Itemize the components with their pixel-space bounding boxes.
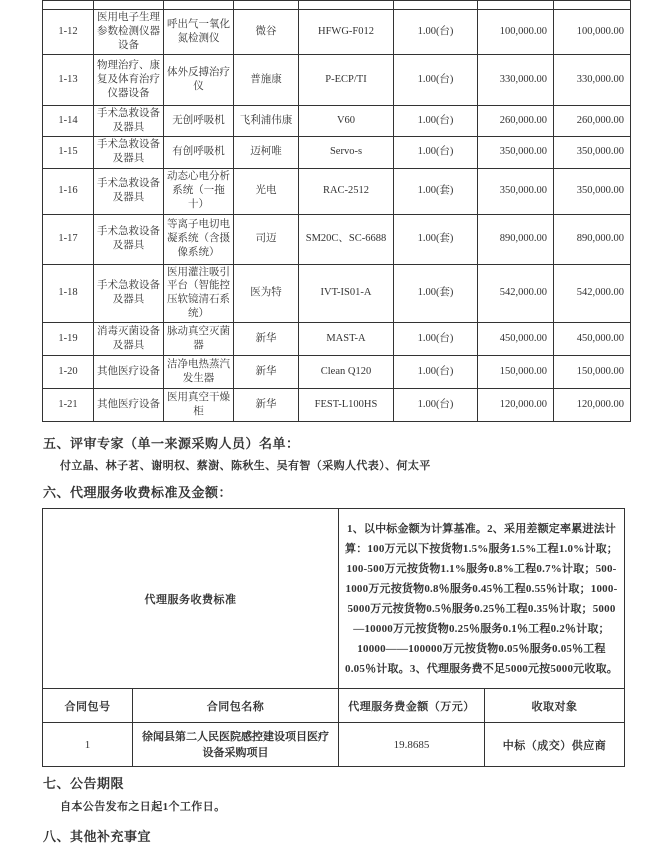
fee-standard-row: [43, 509, 625, 689]
header-charge-target: 收取对象: [485, 689, 625, 723]
item-qty: 1.00(台): [394, 136, 478, 168]
item-brand: 光电: [234, 168, 299, 214]
item-category: 手术急救设备及器具: [94, 105, 164, 136]
partial-row: [43, 1, 631, 10]
item-name: 体外反搏治疗仪: [164, 54, 234, 105]
empty-cell: [394, 1, 478, 10]
agency-fee-table: [42, 508, 625, 767]
item-total-price: 890,000.00: [554, 214, 631, 264]
contract-package-no: 1: [43, 723, 133, 767]
item-unit-price: 150,000.00: [478, 356, 554, 389]
table-row: [43, 214, 631, 264]
item-category: 医用电子生理参数检测仪器设备: [94, 10, 164, 55]
item-model: HFWG-F012: [299, 10, 394, 55]
item-no: 1-15: [43, 136, 94, 168]
item-brand: 新华: [234, 389, 299, 422]
item-unit-price: 350,000.00: [478, 168, 554, 214]
header-fee-amount: 代理服务费金额（万元）: [339, 689, 485, 723]
item-unit-price: 350,000.00: [478, 136, 554, 168]
item-qty: 1.00(台): [394, 105, 478, 136]
item-no: 1-14: [43, 105, 94, 136]
item-total-price: 260,000.00: [554, 105, 631, 136]
item-no: 1-21: [43, 389, 94, 422]
item-no: 1-18: [43, 264, 94, 322]
empty-cell: [299, 1, 394, 10]
header-package-name: 合同包名称: [133, 689, 339, 723]
item-category: 其他医疗设备: [94, 356, 164, 389]
item-name: 呼出气一氧化氮检测仪: [164, 10, 234, 55]
table-row: [43, 356, 631, 389]
table-row: [43, 323, 631, 356]
item-name: 洁净电热蒸汽发生器: [164, 356, 234, 389]
item-category: 手术急救设备及器具: [94, 136, 164, 168]
item-qty: 1.00(套): [394, 214, 478, 264]
item-qty: 1.00(台): [394, 10, 478, 55]
item-total-price: 150,000.00: [554, 356, 631, 389]
item-model: Clean Q120: [299, 356, 394, 389]
section-heading-agency-fee: 六、代理服务收费标准及金额：: [43, 485, 233, 501]
item-name: 脉动真空灭菌器: [164, 323, 234, 356]
item-model: Servo-s: [299, 136, 394, 168]
item-brand: 新华: [234, 356, 299, 389]
item-qty: 1.00(台): [394, 54, 478, 105]
item-total-price: 100,000.00: [554, 10, 631, 55]
item-category: 手术急救设备及器具: [94, 264, 164, 322]
empty-cell: [234, 1, 299, 10]
item-no: 1-12: [43, 10, 94, 55]
item-qty: 1.00(套): [394, 168, 478, 214]
item-name: 动态心电分析系统（一拖十）: [164, 168, 234, 214]
item-model: FEST-L100HS: [299, 389, 394, 422]
item-no: 1-13: [43, 54, 94, 105]
items-table: [42, 0, 631, 422]
item-brand: 微谷: [234, 10, 299, 55]
empty-cell: [43, 1, 94, 10]
item-model: V60: [299, 105, 394, 136]
item-qty: 1.00(台): [394, 323, 478, 356]
experts-names: 付立晶、林子茗、谢明权、蔡澍、陈秋生、吴有智（采购人代表）、何太平: [60, 460, 431, 473]
contract-package-name: 徐闻县第二人民医院感控建设项目医疗设备采购项目: [133, 723, 339, 767]
item-name: 有创呼吸机: [164, 136, 234, 168]
item-brand: 司迈: [234, 214, 299, 264]
item-qty: 1.00(台): [394, 356, 478, 389]
item-total-price: 120,000.00: [554, 389, 631, 422]
empty-cell: [478, 1, 554, 10]
section-heading-experts: 五、评审专家（单一来源采购人员）名单：: [43, 436, 300, 452]
item-category: 手术急救设备及器具: [94, 168, 164, 214]
table-row: [43, 168, 631, 214]
empty-cell: [554, 1, 631, 10]
table-row: [43, 389, 631, 422]
section-heading-announcement-period: 七、公告期限: [43, 776, 125, 792]
item-model: P-ECP/TI: [299, 54, 394, 105]
item-model: MAST-A: [299, 323, 394, 356]
item-name: 等离子电切电凝系统（含摄像系统）: [164, 214, 234, 264]
table-row: [43, 264, 631, 322]
item-no: 1-17: [43, 214, 94, 264]
item-total-price: 330,000.00: [554, 54, 631, 105]
item-name: 医用灌注吸引平台（智能控压软镜清石系统）: [164, 264, 234, 322]
header-package-no: 合同包号: [43, 689, 133, 723]
item-qty: 1.00(套): [394, 264, 478, 322]
fee-standard-label: 代理服务收费标准: [43, 509, 339, 689]
announcement-period-text: 自本公告发布之日起1个工作日。: [60, 801, 226, 814]
item-model: SM20C、SC-6688: [299, 214, 394, 264]
table-row: [43, 105, 631, 136]
table-row: [43, 54, 631, 105]
table-row: [43, 10, 631, 55]
table-row: [43, 136, 631, 168]
contract-data-row: [43, 723, 625, 767]
item-total-price: 350,000.00: [554, 136, 631, 168]
item-no: 1-20: [43, 356, 94, 389]
item-unit-price: 330,000.00: [478, 54, 554, 105]
item-category: 其他医疗设备: [94, 389, 164, 422]
item-brand: 普施康: [234, 54, 299, 105]
item-no: 1-16: [43, 168, 94, 214]
fee-standard-text: 1、以中标金额为计算基准。2、采用差额定率累进法计算：100万元以下按货物1.5%服务1.5%工程1.0%计取；100-500万元按货物1.1%服务0.8%工程0.7%计取；500-1000万元按货物0.8％服务0.45％工程0.55％计取；1000-5000万元按货物0.5％服务0.25％工程0.35％计取；5000—10000万元按货物0.25％服务0.1％工程0.2％计取；10000——100000万元按货物0.05％服务0.05％工程0.05％计取。3、代理服务费不足5000元按5000元收取。: [339, 509, 625, 689]
contract-charge-target: 中标（成交）供应商: [485, 723, 625, 767]
item-unit-price: 890,000.00: [478, 214, 554, 264]
item-unit-price: 120,000.00: [478, 389, 554, 422]
empty-cell: [94, 1, 164, 10]
empty-cell: [164, 1, 234, 10]
item-no: 1-19: [43, 323, 94, 356]
item-brand: 迈柯唯: [234, 136, 299, 168]
item-model: IVT-IS01-A: [299, 264, 394, 322]
item-unit-price: 450,000.00: [478, 323, 554, 356]
item-unit-price: 100,000.00: [478, 10, 554, 55]
item-category: 手术急救设备及器具: [94, 214, 164, 264]
item-name: 无创呼吸机: [164, 105, 234, 136]
item-brand: 飞利浦伟康: [234, 105, 299, 136]
item-brand: 医为特: [234, 264, 299, 322]
item-total-price: 542,000.00: [554, 264, 631, 322]
item-category: 物理治疗、康复及体育治疗仪器设备: [94, 54, 164, 105]
contract-header-row: [43, 689, 625, 723]
item-model: RAC-2512: [299, 168, 394, 214]
item-unit-price: 542,000.00: [478, 264, 554, 322]
item-category: 消毒灭菌设备及器具: [94, 323, 164, 356]
contract-fee-amount: 19.8685: [339, 723, 485, 767]
item-brand: 新华: [234, 323, 299, 356]
item-qty: 1.00(台): [394, 389, 478, 422]
item-total-price: 450,000.00: [554, 323, 631, 356]
item-total-price: 350,000.00: [554, 168, 631, 214]
item-name: 医用真空干燥柜: [164, 389, 234, 422]
section-heading-other-matters: 八、其他补充事宜: [43, 829, 152, 845]
item-unit-price: 260,000.00: [478, 105, 554, 136]
